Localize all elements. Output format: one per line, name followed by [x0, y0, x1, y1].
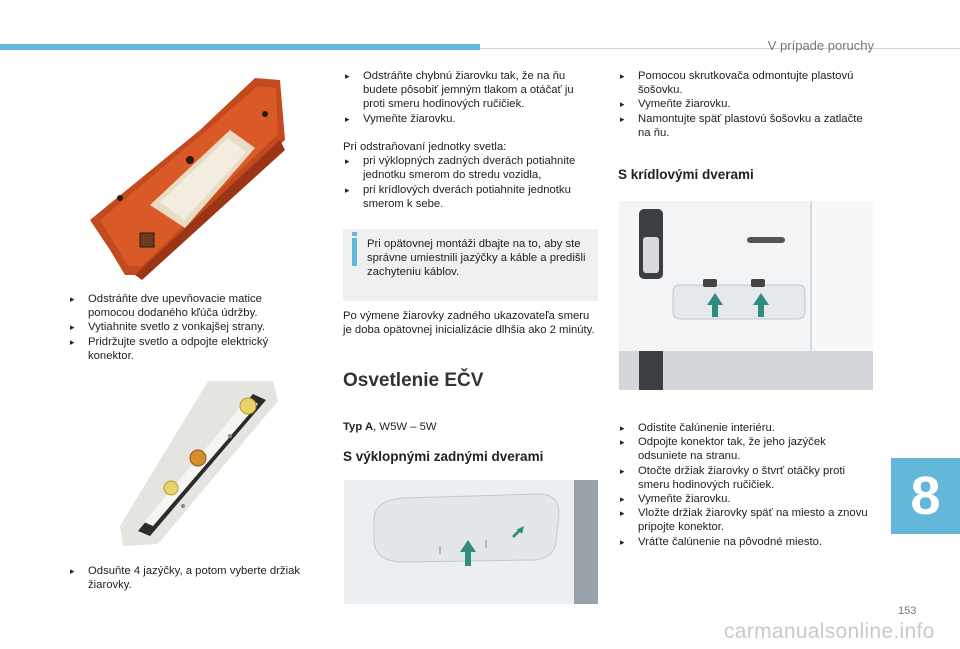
- col2-removal: [343, 140, 598, 211]
- type-label: Typ A: [343, 421, 374, 433]
- page-number: 153: [898, 605, 917, 617]
- info-note-box: [343, 229, 598, 301]
- list-item: ▸ Otočte držiak žiarovky o štvrť otáčky proti smeru hodinových ručičiek.: [618, 464, 873, 492]
- removal-intro: Pri odstraňovaní jednotky svetla:: [343, 141, 507, 153]
- wing-door-plate-light-image: [619, 201, 873, 390]
- list-item: ▸ Odpojte konektor tak, že jeho jazýček odsuniete na stranu.: [618, 435, 873, 463]
- col3-steps-b: [618, 421, 873, 549]
- after-replacement-text: Po výmene žiarovky zadného ukazovateľa smeru je doba opätovnej inicializácie dlhšia ako 2 minúty.: [343, 310, 595, 337]
- ecv-heading: Osvetlenie EČV: [343, 370, 484, 391]
- list-item: ▸ Odstráňte chybnú žiarovku tak, že na ňu budete pôsobiť jemným tlakom a otáčať ju proti smeru hodinových ručičiek.: [343, 69, 598, 112]
- info-icon: [352, 238, 357, 266]
- col1-steps-a: [68, 292, 298, 363]
- list-item: ▸ Pridržujte svetlo a odpojte elektrický konektor.: [68, 335, 298, 363]
- header-accent-bar: [0, 44, 480, 50]
- list-item: ▸ pri krídlových dverách potiahnite jednotku smerom k sebe.: [343, 183, 598, 211]
- col3-steps-a: [618, 69, 873, 140]
- list-item: ▸ Vymeňte žiarovku.: [618, 492, 873, 506]
- list-item: ▸ Namontujte späť plastovú šošovku a zatlačte na ňu.: [618, 112, 873, 140]
- list-item: ▸ Vložte držiak žiarovky späť na miesto a znovu pripojte konektor.: [618, 506, 873, 534]
- tailgate-heading: S výklopnými zadnými dverami: [343, 449, 544, 464]
- list-item: ▸ Odstráňte dve upevňovacie matice pomocou dodaného kľúča údržby.: [68, 292, 298, 320]
- col1-steps-b: [68, 564, 318, 592]
- list-item: ▸ Odistite čalúnenie interiéru.: [618, 421, 873, 435]
- chapter-tab: 8: [891, 458, 960, 534]
- list-item: ▸ Vymeňte žiarovku.: [343, 112, 598, 126]
- header-rule: [480, 48, 960, 49]
- list-item: ▸ Odsuňte 4 jazýčky, a potom vyberte držiak žiarovky.: [68, 564, 318, 592]
- watermark: carmanualsonline.info: [724, 620, 935, 643]
- type-value: , W5W – 5W: [373, 421, 437, 433]
- list-item: ▸ pri výklopných zadných dverách potiahnite jednotku smerom do stredu vozidla,: [343, 154, 598, 182]
- list-item: ▸ Vytiahnite svetlo z vonkajšej strany.: [68, 320, 298, 334]
- tailgate-plate-light-image: [344, 480, 598, 604]
- section-title: V prípade poruchy: [767, 38, 874, 53]
- col2-steps-a: [343, 69, 598, 126]
- list-item: ▸ Vymeňte žiarovku.: [618, 97, 873, 111]
- list-item: ▸ Vráťte čalúnenie na pôvodné miesto.: [618, 535, 873, 549]
- bulb-type: [343, 420, 598, 434]
- list-item: ▸ Pomocou skrutkovača odmontujte plastovú šošovku.: [618, 69, 873, 97]
- info-note-text: Pri opätovnej montáži dbajte na to, aby ste správne umiestnili jazýčky a káble a predišli zachyteniu káblov.: [367, 238, 586, 279]
- bulb-holder-image: [108, 376, 283, 551]
- wing-doors-heading: S krídlovými dverami: [618, 167, 754, 182]
- tail-light-unit-image: [80, 70, 300, 285]
